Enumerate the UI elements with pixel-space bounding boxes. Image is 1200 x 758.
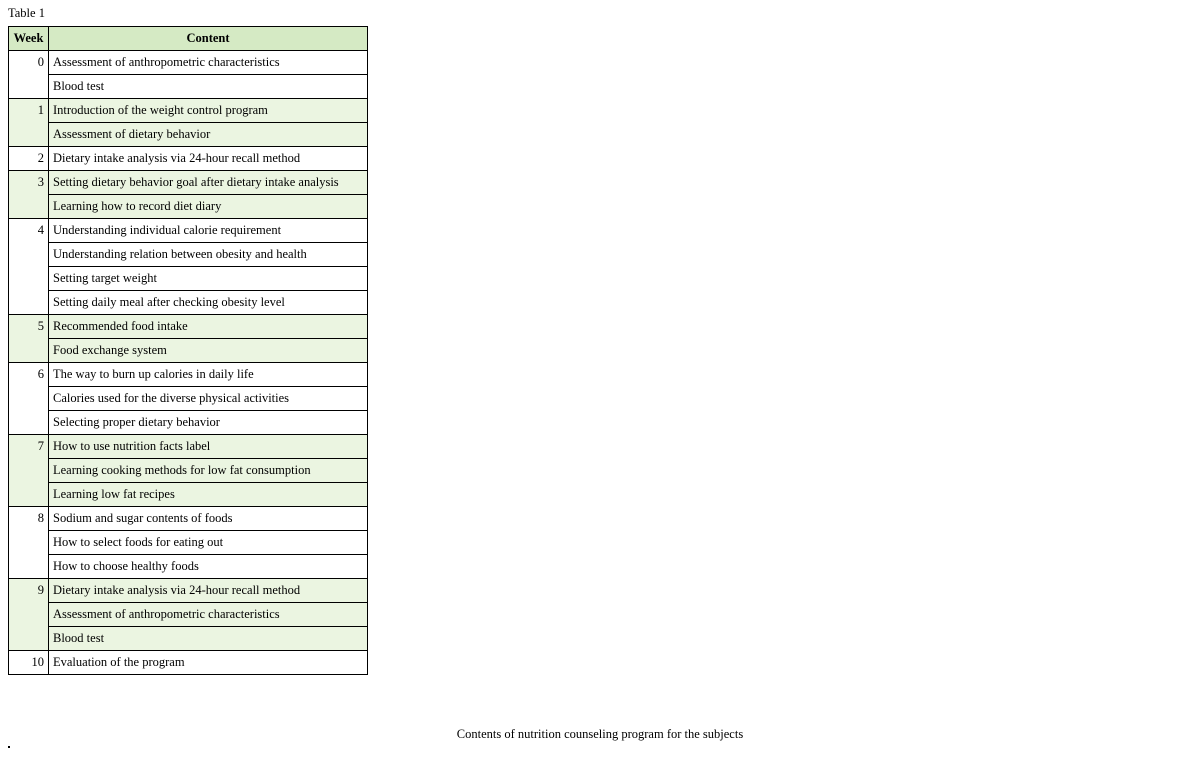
week-cell: 10: [9, 651, 49, 675]
table-row: [9, 411, 368, 435]
content-cell: Evaluation of the program: [49, 651, 368, 675]
content-cell: Setting target weight: [49, 267, 368, 291]
content-cell: Sodium and sugar contents of foods: [49, 507, 368, 531]
table-header-row: [9, 27, 368, 51]
week-cell: 1: [9, 99, 49, 147]
table-row: [9, 603, 368, 627]
program-table: [8, 26, 368, 675]
week-cell: 3: [9, 171, 49, 219]
table-row: [9, 243, 368, 267]
table-row: [9, 219, 368, 243]
table-row: [9, 339, 368, 363]
content-cell: Assessment of anthropometric characteristics: [49, 51, 368, 75]
content-cell: Learning low fat recipes: [49, 483, 368, 507]
table-row: [9, 531, 368, 555]
table-row: [9, 171, 368, 195]
content-cell: Understanding relation between obesity and health: [49, 243, 368, 267]
table-row: [9, 315, 368, 339]
table-row: [9, 459, 368, 483]
content-cell: Learning how to record diet diary: [49, 195, 368, 219]
content-cell: How to choose healthy foods: [49, 555, 368, 579]
week-cell: 4: [9, 219, 49, 315]
table-row: [9, 507, 368, 531]
week-cell: 5: [9, 315, 49, 363]
content-cell: How to select foods for eating out: [49, 531, 368, 555]
table-row: [9, 627, 368, 651]
content-cell: Food exchange system: [49, 339, 368, 363]
table-row: [9, 387, 368, 411]
content-cell: Recommended food intake: [49, 315, 368, 339]
table-row: [9, 651, 368, 675]
table-row: [9, 195, 368, 219]
table-title: Contents of nutrition counseling program for the subjects: [456, 727, 744, 741]
table-body: [9, 51, 368, 675]
content-cell: Understanding individual calorie requirement: [49, 219, 368, 243]
content-cell: Assessment of dietary behavior: [49, 123, 368, 147]
content-cell: Dietary intake analysis via 24-hour recall method: [49, 147, 368, 171]
week-cell: 2: [9, 147, 49, 171]
content-cell: Blood test: [49, 627, 368, 651]
table-caption: Table 1: [8, 6, 45, 20]
content-cell: Dietary intake analysis via 24-hour recall method: [49, 579, 368, 603]
table-row: [9, 483, 368, 507]
content-cell: Assessment of anthropometric characteristics: [49, 603, 368, 627]
content-cell: How to use nutrition facts label: [49, 435, 368, 459]
table-row: [9, 51, 368, 75]
table-row: [9, 579, 368, 603]
content-cell: Selecting proper dietary behavior: [49, 411, 368, 435]
footnote-dot: [8, 746, 10, 748]
week-cell: 6: [9, 363, 49, 435]
table-row: [9, 99, 368, 123]
table-row: [9, 435, 368, 459]
table-row: [9, 147, 368, 171]
content-cell: Learning cooking methods for low fat consumption: [49, 459, 368, 483]
content-cell: Blood test: [49, 75, 368, 99]
content-column-header: Content: [49, 27, 368, 51]
content-cell: Introduction of the weight control program: [49, 99, 368, 123]
table-row: [9, 291, 368, 315]
week-cell: 8: [9, 507, 49, 579]
content-cell: The way to burn up calories in daily life: [49, 363, 368, 387]
table-row: [9, 555, 368, 579]
week-cell: 0: [9, 51, 49, 99]
week-cell: 7: [9, 435, 49, 507]
table-row: [9, 123, 368, 147]
week-cell: 9: [9, 579, 49, 651]
content-cell: Setting dietary behavior goal after dietary intake analysis: [49, 171, 368, 195]
week-column-header: Week: [9, 27, 49, 51]
table-row: [9, 267, 368, 291]
content-cell: Calories used for the diverse physical activities: [49, 387, 368, 411]
table-row: [9, 75, 368, 99]
content-cell: Setting daily meal after checking obesity level: [49, 291, 368, 315]
table-row: [9, 363, 368, 387]
